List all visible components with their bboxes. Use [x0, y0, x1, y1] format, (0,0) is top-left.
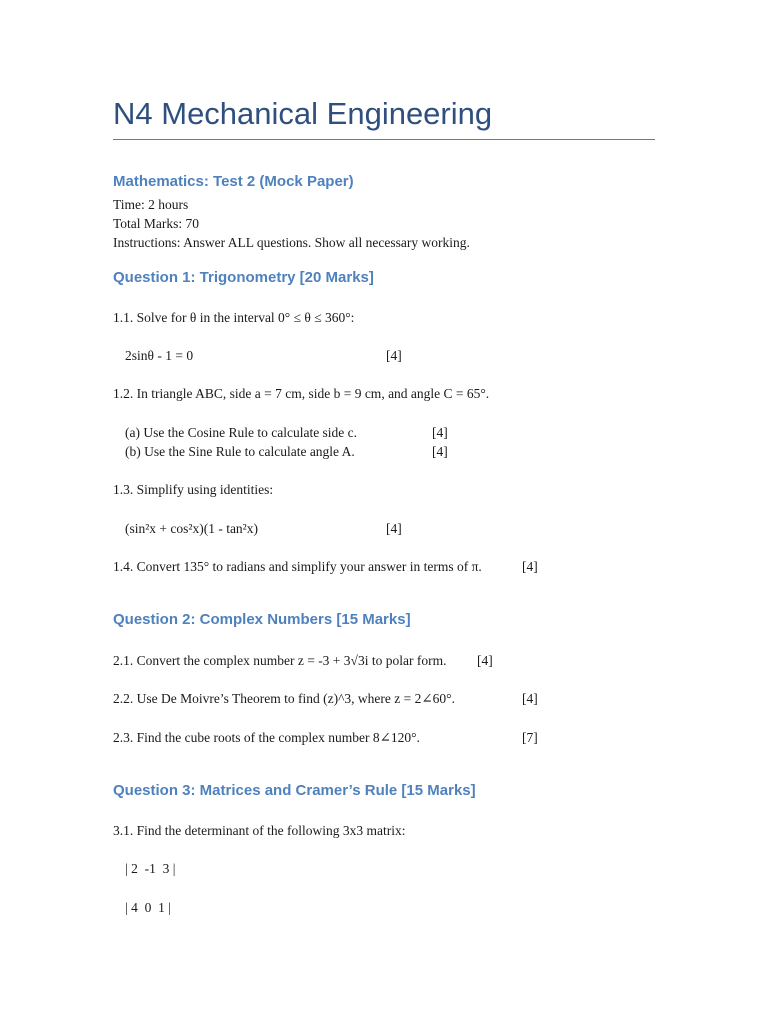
title-underline — [113, 139, 655, 140]
document-title: N4 Mechanical Engineering — [113, 96, 493, 131]
question-1-1-text: 1.1. Solve for θ in the interval 0° ≤ θ ≤ 360°: — [113, 310, 355, 325]
question-1-2a-text: (a) Use the Cosine Rule to calculate side c. — [125, 425, 358, 440]
instructions-text: Instructions: Answer ALL questions. Show all necessary working. — [113, 235, 470, 250]
question-1-heading: Question 1: Trigonometry [20 Marks] — [113, 269, 374, 286]
question-1-4-marks: [4] — [522, 559, 538, 574]
question-1-1-equation: 2sinθ - 1 = 0 — [125, 348, 194, 363]
question-1-3-expression: (sin²x + cos²x)(1 - tan²x) — [125, 521, 258, 536]
question-3-1-text: 3.1. Find the determinant of the following 3x3 matrix: — [113, 823, 406, 838]
question-3-heading: Question 3: Matrices and Cramer’s Rule [15 Marks] — [113, 782, 476, 799]
question-1-3-marks: [4] — [386, 521, 402, 536]
question-2-3-text: 2.3. Find the cube roots of the complex number 8∠120°. — [113, 730, 420, 745]
matrix-row-1: | 2 -1 3 | — [125, 861, 176, 876]
question-1-2b-marks: [4] — [432, 444, 448, 459]
question-1-2b-text: (b) Use the Sine Rule to calculate angle A. — [125, 444, 355, 459]
question-2-heading: Question 2: Complex Numbers [15 Marks] — [113, 611, 411, 628]
question-1-1-marks: [4] — [386, 348, 402, 363]
question-1-4-text: 1.4. Convert 135° to radians and simplify your answer in terms of π. — [113, 559, 482, 574]
question-1-2a-marks: [4] — [432, 425, 448, 440]
question-1-2-text: 1.2. In triangle ABC, side a = 7 cm, side b = 9 cm, and angle C = 65°. — [113, 386, 490, 401]
question-2-1-marks: [4] — [477, 653, 493, 668]
time-text: Time: 2 hours — [113, 197, 189, 212]
question-2-2-marks: [4] — [522, 691, 538, 706]
question-2-3-marks: [7] — [522, 730, 538, 745]
question-2-1-text: 2.1. Convert the complex number z = -3 + 3√3i to polar form. — [113, 653, 447, 668]
matrix-row-2: | 4 0 1 | — [125, 900, 171, 915]
question-2-2-text: 2.2. Use De Moivre’s Theorem to find (z)^3, where z = 2∠60°. — [113, 691, 455, 706]
question-1-3-text: 1.3. Simplify using identities: — [113, 482, 274, 497]
total-marks-text: Total Marks: 70 — [113, 216, 200, 231]
paper-subtitle: Mathematics: Test 2 (Mock Paper) — [113, 173, 354, 190]
